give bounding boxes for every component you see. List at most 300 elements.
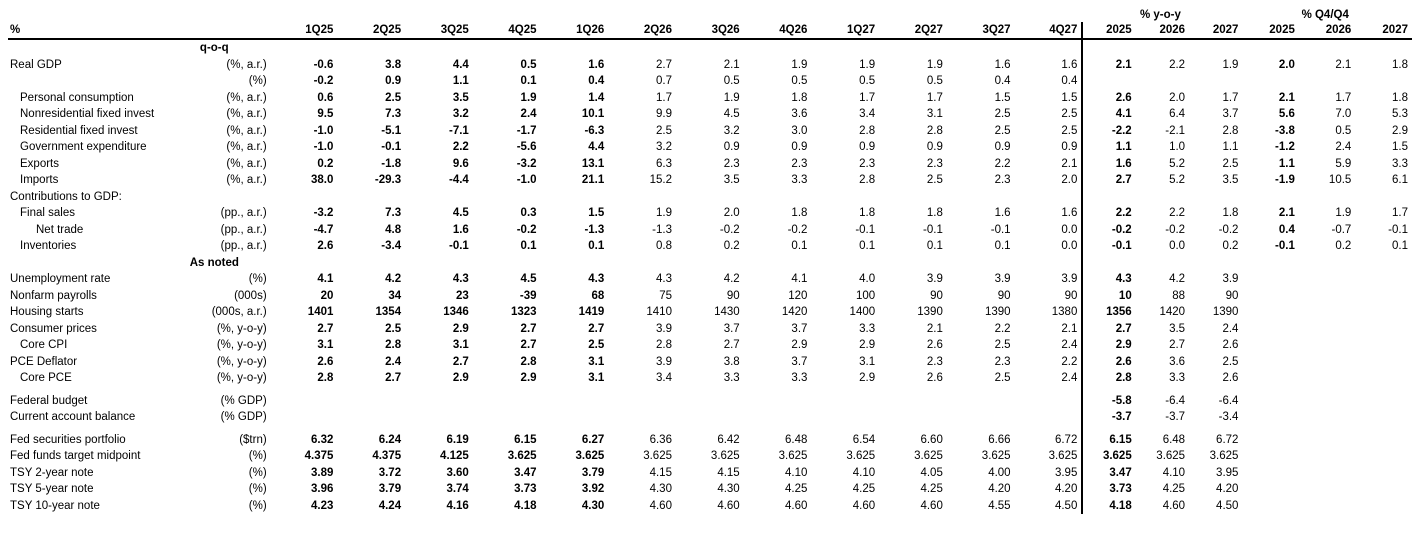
quarter-value-cell: 3.4 — [859, 108, 876, 120]
section-blank-cell — [811, 255, 879, 272]
yoy-value-cell: 1390 — [1212, 306, 1239, 318]
quarter-value-cell: 6.54 — [852, 433, 876, 446]
quarter-value-cell: 2.1 — [1015, 156, 1083, 173]
quarter-value-cell: -3.2 — [516, 157, 537, 170]
row-unit: (%, y-o-y) — [216, 355, 267, 368]
quarter-value-cell: 2.7 — [317, 322, 334, 335]
quarter-value-cell: 0.9 — [385, 75, 402, 87]
quarter-value-cell: 4.24 — [378, 499, 402, 512]
quarter-value-cell — [676, 393, 744, 410]
quarter-value-cell: 2.5 — [1015, 123, 1083, 140]
quarter-value-cell: 1.4 — [588, 91, 605, 104]
group-header-row — [8, 8, 1412, 22]
corner-header: % — [8, 22, 270, 39]
quarter-value-cell: 2.2 — [994, 157, 1011, 170]
quarter-value-cell: 2.6 — [317, 355, 334, 368]
yoy-value-cell: 4.20 — [1216, 483, 1239, 495]
yoy-value-cell: 4.50 — [1216, 499, 1239, 512]
yoy-value-cell: 3.47 — [1109, 466, 1132, 479]
quarter-value-cell: 3.96 — [311, 483, 334, 495]
yoy-value-cell: 2.8 — [1222, 124, 1239, 137]
column-header-row — [8, 22, 1412, 39]
q4q4-value-cell — [1242, 409, 1298, 426]
row-unit: (%) — [248, 466, 267, 479]
table-row — [8, 73, 1412, 90]
q4q4-value-cell — [1242, 288, 1298, 305]
q4q4-value-cell: 1.8 — [1392, 91, 1408, 104]
table-row — [8, 370, 1412, 387]
q4q4-value-cell: 10.5 — [1328, 174, 1352, 186]
quarter-value-cell: 4.3 — [452, 273, 469, 285]
yoy-value-cell: 4.3 — [1115, 273, 1132, 285]
quarter-value-cell: 4.4 — [452, 58, 469, 71]
quarter-value-cell: 4.25 — [785, 483, 808, 495]
quarter-value-cell: 1.5 — [1015, 90, 1083, 107]
q4q4-value-cell: 2.1 — [1335, 58, 1352, 71]
yoy-value-cell: 1420 — [1159, 306, 1186, 318]
q4q4-value-cell — [1299, 337, 1355, 354]
quarter-value-cell: 1410 — [646, 306, 672, 318]
quarter-value-cell: 1.6 — [1015, 205, 1083, 222]
quarter-value-cell: 6.60 — [920, 433, 943, 446]
quarter-value-cell — [405, 409, 473, 426]
section-blank-cell — [676, 39, 744, 57]
row-label: Government expenditure — [20, 141, 147, 153]
section-blank-cell — [1355, 255, 1412, 272]
quarter-value-cell: 4.375 — [304, 450, 334, 462]
section-header-row — [8, 39, 1412, 57]
quarter-value-cell: -1.0 — [313, 124, 334, 137]
q4q4-value-cell — [1355, 271, 1412, 288]
quarter-value-cell: 0.0 — [1015, 238, 1083, 255]
quarter-value-cell: -7.1 — [449, 124, 469, 137]
yoy-value-cell: -5.8 — [1111, 394, 1132, 407]
q4q4-value-cell — [1299, 432, 1355, 449]
table-row — [8, 57, 1412, 74]
quarter-value-cell: 3.1 — [926, 108, 943, 120]
q4q4-value-cell — [1355, 370, 1412, 387]
quarter-value-cell: 4.125 — [440, 450, 469, 462]
quarter-value-cell: 1.5 — [994, 91, 1011, 104]
q4q4-value-cell: 5.6 — [1278, 108, 1295, 120]
quarter-value-cell: 0.1 — [926, 240, 943, 252]
q4q4-value-cell — [1355, 465, 1412, 482]
quarter-value-cell: 0.5 — [520, 58, 537, 71]
quarter-value-cell: 2.7 — [520, 322, 537, 335]
quarter-value-cell — [1015, 189, 1083, 206]
quarter-value-cell: 2.8 — [655, 339, 672, 351]
quarter-value-cell — [811, 393, 879, 410]
row-unit — [162, 189, 270, 206]
quarter-value-cell: 2.8 — [859, 124, 876, 137]
table-row — [8, 106, 1412, 123]
quarter-value-cell: 0.4 — [588, 75, 605, 87]
col-header-4q27: 4Q27 — [1015, 22, 1083, 39]
quarter-value-cell: 4.10 — [852, 466, 876, 479]
q4q4-value-cell: 1.8 — [1392, 58, 1408, 71]
quarter-value-cell — [879, 393, 947, 410]
quarter-value-cell: 3.3 — [791, 372, 808, 384]
yoy-value-cell — [1082, 73, 1135, 90]
col-header-1q27: 1Q27 — [811, 22, 879, 39]
q4q4-value-cell: -0.1 — [1275, 240, 1295, 252]
quarter-value-cell: -4.7 — [313, 223, 334, 236]
quarter-value-cell: 3.95 — [1015, 465, 1083, 482]
quarter-value-cell: 4.20 — [988, 483, 1011, 495]
section-blank-cell — [541, 39, 609, 57]
quarter-value-cell: 68 — [591, 289, 605, 302]
quarter-value-cell — [608, 189, 676, 206]
quarter-value-cell: 4.23 — [311, 499, 334, 512]
q4q4-group-title: % Q4/Q4 — [1301, 9, 1349, 21]
row-label: Real GDP — [10, 58, 62, 71]
section-blank-cell — [811, 39, 879, 57]
q4q4-value-cell: 2.9 — [1392, 124, 1408, 137]
col-header-3q25: 3Q25 — [405, 22, 473, 39]
table-row — [8, 238, 1412, 255]
section-blank-cell — [1015, 255, 1083, 272]
row-label: Fed securities portfolio — [10, 433, 126, 446]
quarter-value-cell — [744, 189, 812, 206]
quarter-value-cell: 3.2 — [452, 108, 469, 120]
quarter-value-cell: 2.1 — [723, 58, 740, 71]
quarter-value-cell: 0.9 — [859, 141, 876, 153]
quarter-value-cell: -5.6 — [516, 141, 537, 153]
quarter-value-cell: 1401 — [307, 306, 334, 318]
col-header-yoy-2027: 2027 — [1189, 22, 1242, 39]
quarter-value-cell: 2.0 — [1015, 172, 1083, 189]
yoy-value-cell: 3.6 — [1169, 355, 1186, 368]
quarter-value-cell: 3.8 — [723, 355, 740, 368]
quarter-value-cell: 4.60 — [785, 499, 808, 512]
quarter-value-cell: 3.6 — [791, 108, 808, 120]
quarter-value-cell: 4.20 — [1015, 481, 1083, 498]
quarter-value-cell: 2.5 — [994, 108, 1011, 120]
quarter-value-cell: 4.1 — [317, 273, 334, 285]
quarter-value-cell: -29.3 — [374, 174, 402, 186]
quarter-value-cell: 4.25 — [920, 483, 943, 495]
section-blank-cell — [1299, 255, 1355, 272]
quarter-value-cell: 3.72 — [378, 466, 402, 479]
quarter-value-cell: 2.5 — [994, 339, 1011, 351]
yoy-value-cell: 4.18 — [1109, 499, 1132, 512]
section-blank-cell — [405, 255, 473, 272]
quarter-value-cell: 2.3 — [723, 157, 740, 170]
quarter-value-cell: 3.625 — [981, 450, 1011, 462]
yoy-value-cell: 10 — [1118, 289, 1132, 302]
q4q4-value-cell — [1299, 354, 1355, 371]
quarter-value-cell: 4.00 — [988, 466, 1011, 479]
quarter-value-cell: 6.15 — [514, 433, 537, 446]
quarter-value-cell: 1.7 — [859, 91, 876, 104]
col-header-2q25: 2Q25 — [337, 22, 405, 39]
quarter-value-cell: -3.2 — [313, 207, 334, 219]
quarter-value-cell: 75 — [659, 289, 672, 302]
quarter-value-cell: 6.24 — [378, 433, 402, 446]
quarter-value-cell: 0.5 — [859, 75, 876, 87]
yoy-value-cell: 4.60 — [1162, 499, 1186, 512]
quarter-value-cell: 9.6 — [452, 157, 469, 170]
quarter-value-cell: 4.10 — [785, 466, 808, 479]
section-blank-cell — [270, 255, 338, 272]
quarter-value-cell: 90 — [1015, 288, 1083, 305]
quarter-value-cell: 38.0 — [311, 174, 334, 186]
quarter-value-cell: -0.1 — [381, 141, 402, 153]
quarter-value-cell: 2.7 — [385, 372, 402, 384]
yoy-value-cell: -0.2 — [1218, 223, 1239, 236]
yoy-value-cell: 2.4 — [1222, 322, 1239, 335]
quarter-value-cell: -39 — [519, 289, 537, 302]
quarter-value-cell: 90 — [726, 289, 740, 302]
quarter-value-cell: 2.5 — [385, 322, 402, 335]
quarter-value-cell: 1.1 — [452, 75, 469, 87]
row-label: PCE Deflator — [10, 355, 78, 368]
table-row — [8, 409, 1412, 426]
quarter-value-cell: -1.3 — [584, 223, 605, 236]
col-header-3q26: 3Q26 — [676, 22, 744, 39]
quarter-value-cell: 1.9 — [859, 58, 876, 71]
section-blank-cell — [744, 39, 812, 57]
quarter-value-cell: 1.9 — [655, 207, 672, 219]
quarter-value-cell: -5.1 — [381, 124, 402, 137]
quarter-value-cell: -0.1 — [449, 240, 469, 252]
quarter-value-cell: 1.5 — [588, 207, 605, 219]
quarter-value-cell: 1346 — [443, 306, 469, 318]
table-row — [8, 337, 1412, 354]
q4q4-value-cell — [1299, 393, 1355, 410]
quarter-value-cell: 9.5 — [317, 108, 334, 120]
section-blank-cell — [1189, 39, 1242, 57]
quarter-value-cell: 6.32 — [311, 433, 334, 446]
quarter-value-cell: 4.18 — [514, 499, 537, 512]
quarter-value-cell: 6.48 — [785, 433, 808, 446]
quarter-value-cell: 13.1 — [581, 157, 605, 170]
quarter-value-cell: 2.4 — [520, 108, 537, 120]
section-label: As noted — [189, 256, 239, 269]
quarter-value-cell: 4.2 — [723, 273, 740, 285]
quarter-value-cell — [744, 393, 812, 410]
quarter-value-cell: 3.79 — [581, 466, 605, 479]
quarter-value-cell: -3.4 — [381, 240, 402, 252]
quarter-value-cell: 3.2 — [655, 141, 672, 153]
row-unit: (%) — [248, 499, 267, 512]
quarter-value-cell: 4.60 — [852, 499, 876, 512]
section-blank-cell — [1015, 39, 1083, 57]
q4q4-value-cell — [1355, 481, 1412, 498]
quarter-value-cell — [337, 409, 405, 426]
yoy-value-cell: -2.2 — [1111, 124, 1132, 137]
quarter-value-cell: 2.5 — [1015, 106, 1083, 123]
section-blank-cell — [1299, 39, 1355, 57]
yoy-value-cell: 3.625 — [1156, 450, 1186, 462]
row-unit: (%) — [248, 75, 267, 87]
q4q4-value-cell — [1242, 481, 1298, 498]
yoy-value-cell: 3.73 — [1109, 483, 1132, 495]
q4q4-value-cell: 0.5 — [1335, 124, 1352, 137]
row-label: Housing starts — [10, 306, 84, 318]
table-row — [8, 172, 1412, 189]
q4q4-value-cell — [1242, 432, 1298, 449]
quarter-value-cell: 23 — [456, 289, 469, 302]
q4q4-value-cell: 5.3 — [1392, 108, 1408, 120]
quarter-value-cell: 1390 — [917, 306, 943, 318]
quarter-value-cell: 2.6 — [926, 372, 943, 384]
quarter-value-cell: 0.9 — [994, 141, 1011, 153]
row-label: Consumer prices — [10, 322, 97, 335]
quarter-value-cell: 4.2 — [385, 273, 402, 285]
table-row — [8, 156, 1412, 173]
yoy-value-cell: 2.7 — [1169, 339, 1186, 351]
quarter-value-cell: 1.6 — [994, 207, 1011, 219]
section-blank-cell — [947, 39, 1015, 57]
table-row — [8, 498, 1412, 515]
col-header-1q26: 1Q26 — [541, 22, 609, 39]
section-blank-cell — [1242, 39, 1298, 57]
row-label: TSY 5-year note — [10, 483, 94, 495]
quarter-value-cell: 0.6 — [317, 91, 334, 104]
quarter-value-cell: 1380 — [1015, 304, 1083, 321]
quarter-value-cell: 3.92 — [581, 483, 605, 495]
yoy-value-cell: 2.6 — [1115, 355, 1132, 368]
quarter-value-cell: 4.375 — [372, 450, 402, 462]
col-header-q4q4-2027: 2027 — [1355, 22, 1412, 39]
row-label: Core PCE — [20, 372, 72, 384]
yoy-value-cell: 3.5 — [1169, 322, 1186, 335]
yoy-value-cell — [1136, 189, 1189, 206]
quarter-value-cell: 2.9 — [859, 339, 876, 351]
quarter-value-cell: 3.79 — [378, 483, 402, 495]
quarter-value-cell: 1430 — [714, 306, 740, 318]
row-label: Final sales — [20, 207, 75, 219]
yoy-value-cell: -3.7 — [1165, 411, 1186, 423]
quarter-value-cell — [676, 409, 744, 426]
quarter-value-cell: 4.05 — [920, 466, 943, 479]
q4q4-value-cell: 6.1 — [1392, 174, 1408, 186]
quarter-value-cell: 4.5 — [723, 108, 740, 120]
row-unit: (% GDP) — [220, 411, 267, 423]
row-label: Contributions to GDP: — [10, 190, 122, 203]
quarter-value-cell — [1015, 409, 1083, 426]
quarter-value-cell: 2.1 — [1015, 321, 1083, 338]
quarter-value-cell: 3.74 — [446, 483, 469, 495]
yoy-value-cell: 1.7 — [1222, 91, 1239, 104]
quarter-value-cell: 4.25 — [852, 483, 876, 495]
yoy-value-cell: 2.6 — [1222, 339, 1239, 351]
quarter-value-cell: 4.1 — [791, 273, 808, 285]
quarter-value-cell: 0.2 — [723, 240, 740, 252]
quarter-value-cell: 4.60 — [920, 499, 943, 512]
section-blank-cell — [405, 39, 473, 57]
quarter-value-cell: 3.1 — [588, 355, 605, 368]
quarter-value-cell — [337, 189, 405, 206]
q4q4-value-cell: 2.1 — [1278, 207, 1295, 219]
q4q4-value-cell — [1242, 189, 1298, 206]
quarter-value-cell: 1.9 — [926, 58, 943, 71]
quarter-value-cell: 3.625 — [1015, 448, 1083, 465]
row-label: Federal budget — [10, 394, 88, 407]
yoy-value-cell: -0.2 — [1165, 223, 1186, 236]
quarter-value-cell: 0.4 — [994, 75, 1011, 87]
quarter-value-cell: 3.625 — [846, 450, 876, 462]
yoy-value-cell: 2.2 — [1169, 58, 1186, 71]
col-header-2q26: 2Q26 — [608, 22, 676, 39]
quarter-value-cell: 2.1 — [926, 322, 943, 335]
quarter-value-cell — [676, 189, 744, 206]
quarter-value-cell: 2.3 — [994, 174, 1011, 186]
quarter-value-cell: 6.66 — [988, 433, 1011, 446]
quarter-value-cell: 2.8 — [859, 174, 876, 186]
row-label: TSY 2-year note — [10, 466, 94, 479]
table-row — [8, 271, 1412, 288]
yoy-group-title: % y-o-y — [1139, 9, 1181, 21]
yoy-value-cell: 2.5 — [1222, 355, 1239, 368]
q4q4-value-cell: -1.2 — [1275, 141, 1295, 153]
q4q4-value-cell — [1242, 498, 1298, 515]
section-blank-cell — [337, 39, 405, 57]
quarter-value-cell: 1.8 — [926, 207, 943, 219]
yoy-value-cell — [1082, 189, 1135, 206]
yoy-value-cell: 2.1 — [1115, 58, 1132, 71]
section-blank-cell — [473, 39, 541, 57]
quarter-value-cell: 3.625 — [710, 450, 740, 462]
quarter-value-cell: 2.9 — [452, 322, 469, 335]
section-blank-cell — [1136, 255, 1189, 272]
quarter-value-cell: 1419 — [578, 306, 605, 318]
quarter-value-cell: -0.2 — [787, 223, 808, 236]
quarter-value-cell: 6.72 — [1015, 432, 1083, 449]
quarter-value-cell — [541, 393, 609, 410]
section-label-blank — [8, 255, 162, 272]
quarter-value-cell — [405, 189, 473, 206]
quarter-value-cell: 3.2 — [723, 124, 740, 137]
q4q4-value-cell — [1355, 73, 1412, 90]
quarter-value-cell: 1.8 — [859, 207, 876, 219]
yoy-value-cell: 88 — [1172, 289, 1186, 302]
q4q4-value-cell — [1299, 498, 1355, 515]
quarter-value-cell: 21.1 — [581, 174, 605, 186]
section-blank-cell — [744, 255, 812, 272]
section-blank-cell — [947, 255, 1015, 272]
quarter-value-cell: -0.2 — [516, 223, 537, 236]
q4q4-value-cell — [1242, 465, 1298, 482]
q4q4-value-cell — [1355, 354, 1412, 371]
quarter-value-cell: 3.7 — [723, 322, 740, 335]
quarter-value-cell: 3.9 — [655, 322, 672, 335]
quarter-value-cell: 3.1 — [859, 355, 876, 368]
yoy-value-cell: 3.625 — [1102, 450, 1132, 462]
q4q4-value-cell — [1355, 498, 1412, 515]
quarter-value-cell — [879, 409, 947, 426]
quarter-value-cell: 3.4 — [655, 372, 672, 384]
yoy-value-cell: -2.1 — [1165, 124, 1186, 137]
table-row — [8, 123, 1412, 140]
yoy-value-cell: 90 — [1225, 289, 1239, 302]
yoy-value-cell: 2.2 — [1169, 207, 1186, 219]
quarter-value-cell: 0.1 — [791, 240, 808, 252]
quarter-value-cell: 3.9 — [655, 355, 672, 368]
row-unit: (%, a.r.) — [226, 157, 267, 170]
section-blank-cell — [879, 39, 947, 57]
yoy-value-cell: 1.8 — [1222, 207, 1239, 219]
quarter-value-cell: 2.3 — [994, 355, 1011, 368]
quarter-value-cell: 4.4 — [588, 141, 605, 153]
yoy-value-cell — [1189, 189, 1242, 206]
yoy-value-cell: 5.2 — [1169, 157, 1186, 170]
quarter-value-cell: 1.6 — [994, 58, 1011, 71]
yoy-value-cell: 3.7 — [1222, 108, 1239, 120]
col-header-yoy-2026: 2026 — [1136, 22, 1189, 39]
section-blank-cell — [879, 255, 947, 272]
